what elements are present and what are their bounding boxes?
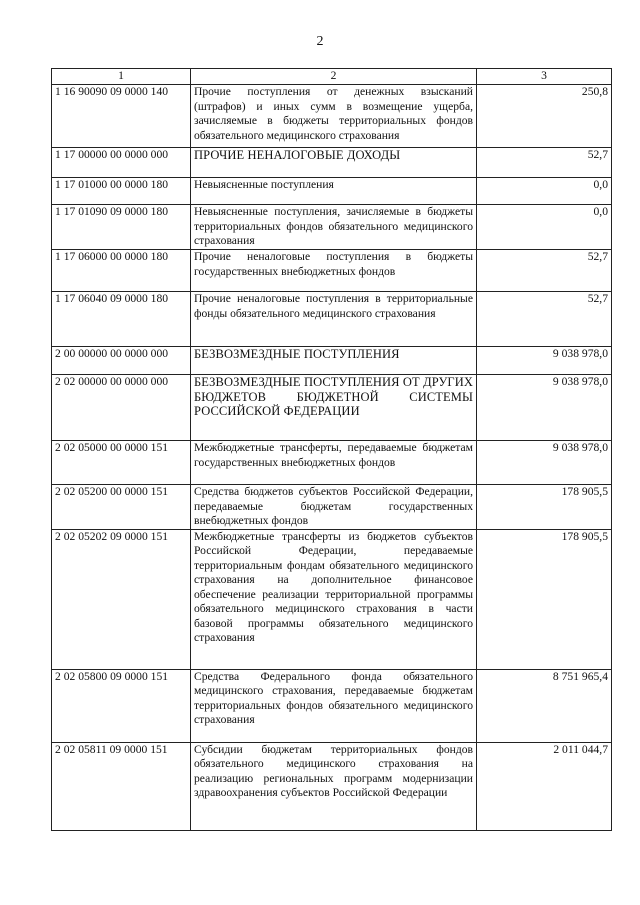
row-amount: 52,7: [477, 292, 612, 347]
row-amount: 52,7: [477, 250, 612, 292]
row-description: БЕЗВОЗМЕЗДНЫЕ ПОСТУПЛЕНИЯ: [191, 347, 477, 375]
row-amount: 0,0: [477, 178, 612, 205]
row-description: Прочие неналоговые поступления в территориальные фонды обязательного медицинского страхования: [191, 292, 477, 347]
row-description: Средства бюджетов субъектов Российской Федерации, передаваемые бюджетам государственных внебюджетных фондов: [191, 485, 477, 530]
row-amount: 250,8: [477, 85, 612, 148]
table-row: [52, 529, 612, 669]
row-description: Средства Федерального фонда обязательного медицинского страхования, передаваемые бюджетам территориальных фондов обязательного медицинского страхования: [191, 669, 477, 742]
table-row: [52, 742, 612, 830]
row-code: 2 02 05200 00 0000 151: [52, 485, 191, 530]
row-description: ПРОЧИЕ НЕНАЛОГОВЫЕ ДОХОДЫ: [191, 148, 477, 178]
column-header-code: 1: [52, 69, 191, 85]
row-amount: 0,0: [477, 205, 612, 250]
row-description: Межбюджетные трансферты из бюджетов субъектов Российской Федерации, передаваемые территориальным фондам обязательного медицинского страхования на дополнительное финансовое обеспечение реализации территориальной программы обязательного медицинского страхования в части базовой программы обязательного медицинского страхования: [191, 529, 477, 669]
table-row: [52, 148, 612, 178]
table-row: [52, 85, 612, 148]
row-description: Невыясненные поступления: [191, 178, 477, 205]
row-code: 2 02 05811 09 0000 151: [52, 742, 191, 830]
table-row: [52, 292, 612, 347]
row-code: 2 02 00000 00 0000 000: [52, 375, 191, 441]
table-row: [52, 441, 612, 485]
row-code: 1 17 06040 09 0000 180: [52, 292, 191, 347]
row-amount: 178 905,5: [477, 485, 612, 530]
column-header-amount: 3: [477, 69, 612, 85]
row-code: 1 17 01000 00 0000 180: [52, 178, 191, 205]
row-code: 2 02 05000 00 0000 151: [52, 441, 191, 485]
page-number: 2: [316, 34, 324, 49]
table-row: [52, 669, 612, 742]
row-amount: 9 038 978,0: [477, 347, 612, 375]
row-code: 2 02 05202 09 0000 151: [52, 529, 191, 669]
row-description: Межбюджетные трансферты, передаваемые бюджетам государственных внебюджетных фондов: [191, 441, 477, 485]
row-amount: 178 905,5: [477, 529, 612, 669]
row-amount: 52,7: [477, 148, 612, 178]
row-code: 1 17 00000 00 0000 000: [52, 148, 191, 178]
row-code: 2 02 05800 09 0000 151: [52, 669, 191, 742]
row-code: 1 17 06000 00 0000 180: [52, 250, 191, 292]
table-row: [52, 485, 612, 530]
table-row: [52, 205, 612, 250]
row-amount: 9 038 978,0: [477, 441, 612, 485]
row-description: Прочие неналоговые поступления в бюджеты государственных внебюджетных фондов: [191, 250, 477, 292]
row-code: 1 16 90090 09 0000 140: [52, 85, 191, 148]
table-row: [52, 375, 612, 441]
row-amount: 9 038 978,0: [477, 375, 612, 441]
row-code: 2 00 00000 00 0000 000: [52, 347, 191, 375]
row-amount: 8 751 965,4: [477, 669, 612, 742]
table-row: [52, 250, 612, 292]
row-amount: 2 011 044,7: [477, 742, 612, 830]
table-header-row: [52, 69, 612, 85]
table-row: [52, 347, 612, 375]
row-description: Невыясненные поступления, зачисляемые в бюджеты территориальных фондов обязательного медицинского страхования: [191, 205, 477, 250]
row-description: Прочие поступления от денежных взысканий (штрафов) и иных сумм в возмещение ущерба, зачисляемые в бюджеты территориальных фондов обязательного медицинского страхования: [191, 85, 477, 148]
column-header-description: 2: [191, 69, 477, 85]
table-row: [52, 178, 612, 205]
row-code: 1 17 01090 09 0000 180: [52, 205, 191, 250]
budget-table: [51, 68, 612, 831]
row-description: БЕЗВОЗМЕЗДНЫЕ ПОСТУПЛЕНИЯ ОТ ДРУГИХ БЮДЖЕТОВ БЮДЖЕТНОЙ СИСТЕМЫ РОССИЙСКОЙ ФЕДЕРАЦИИ: [191, 375, 477, 441]
row-description: Субсидии бюджетам территориальных фондов обязательного медицинского страхования на реализацию региональных программ модернизации здравоохранения субъектов Российской Федерации: [191, 742, 477, 830]
